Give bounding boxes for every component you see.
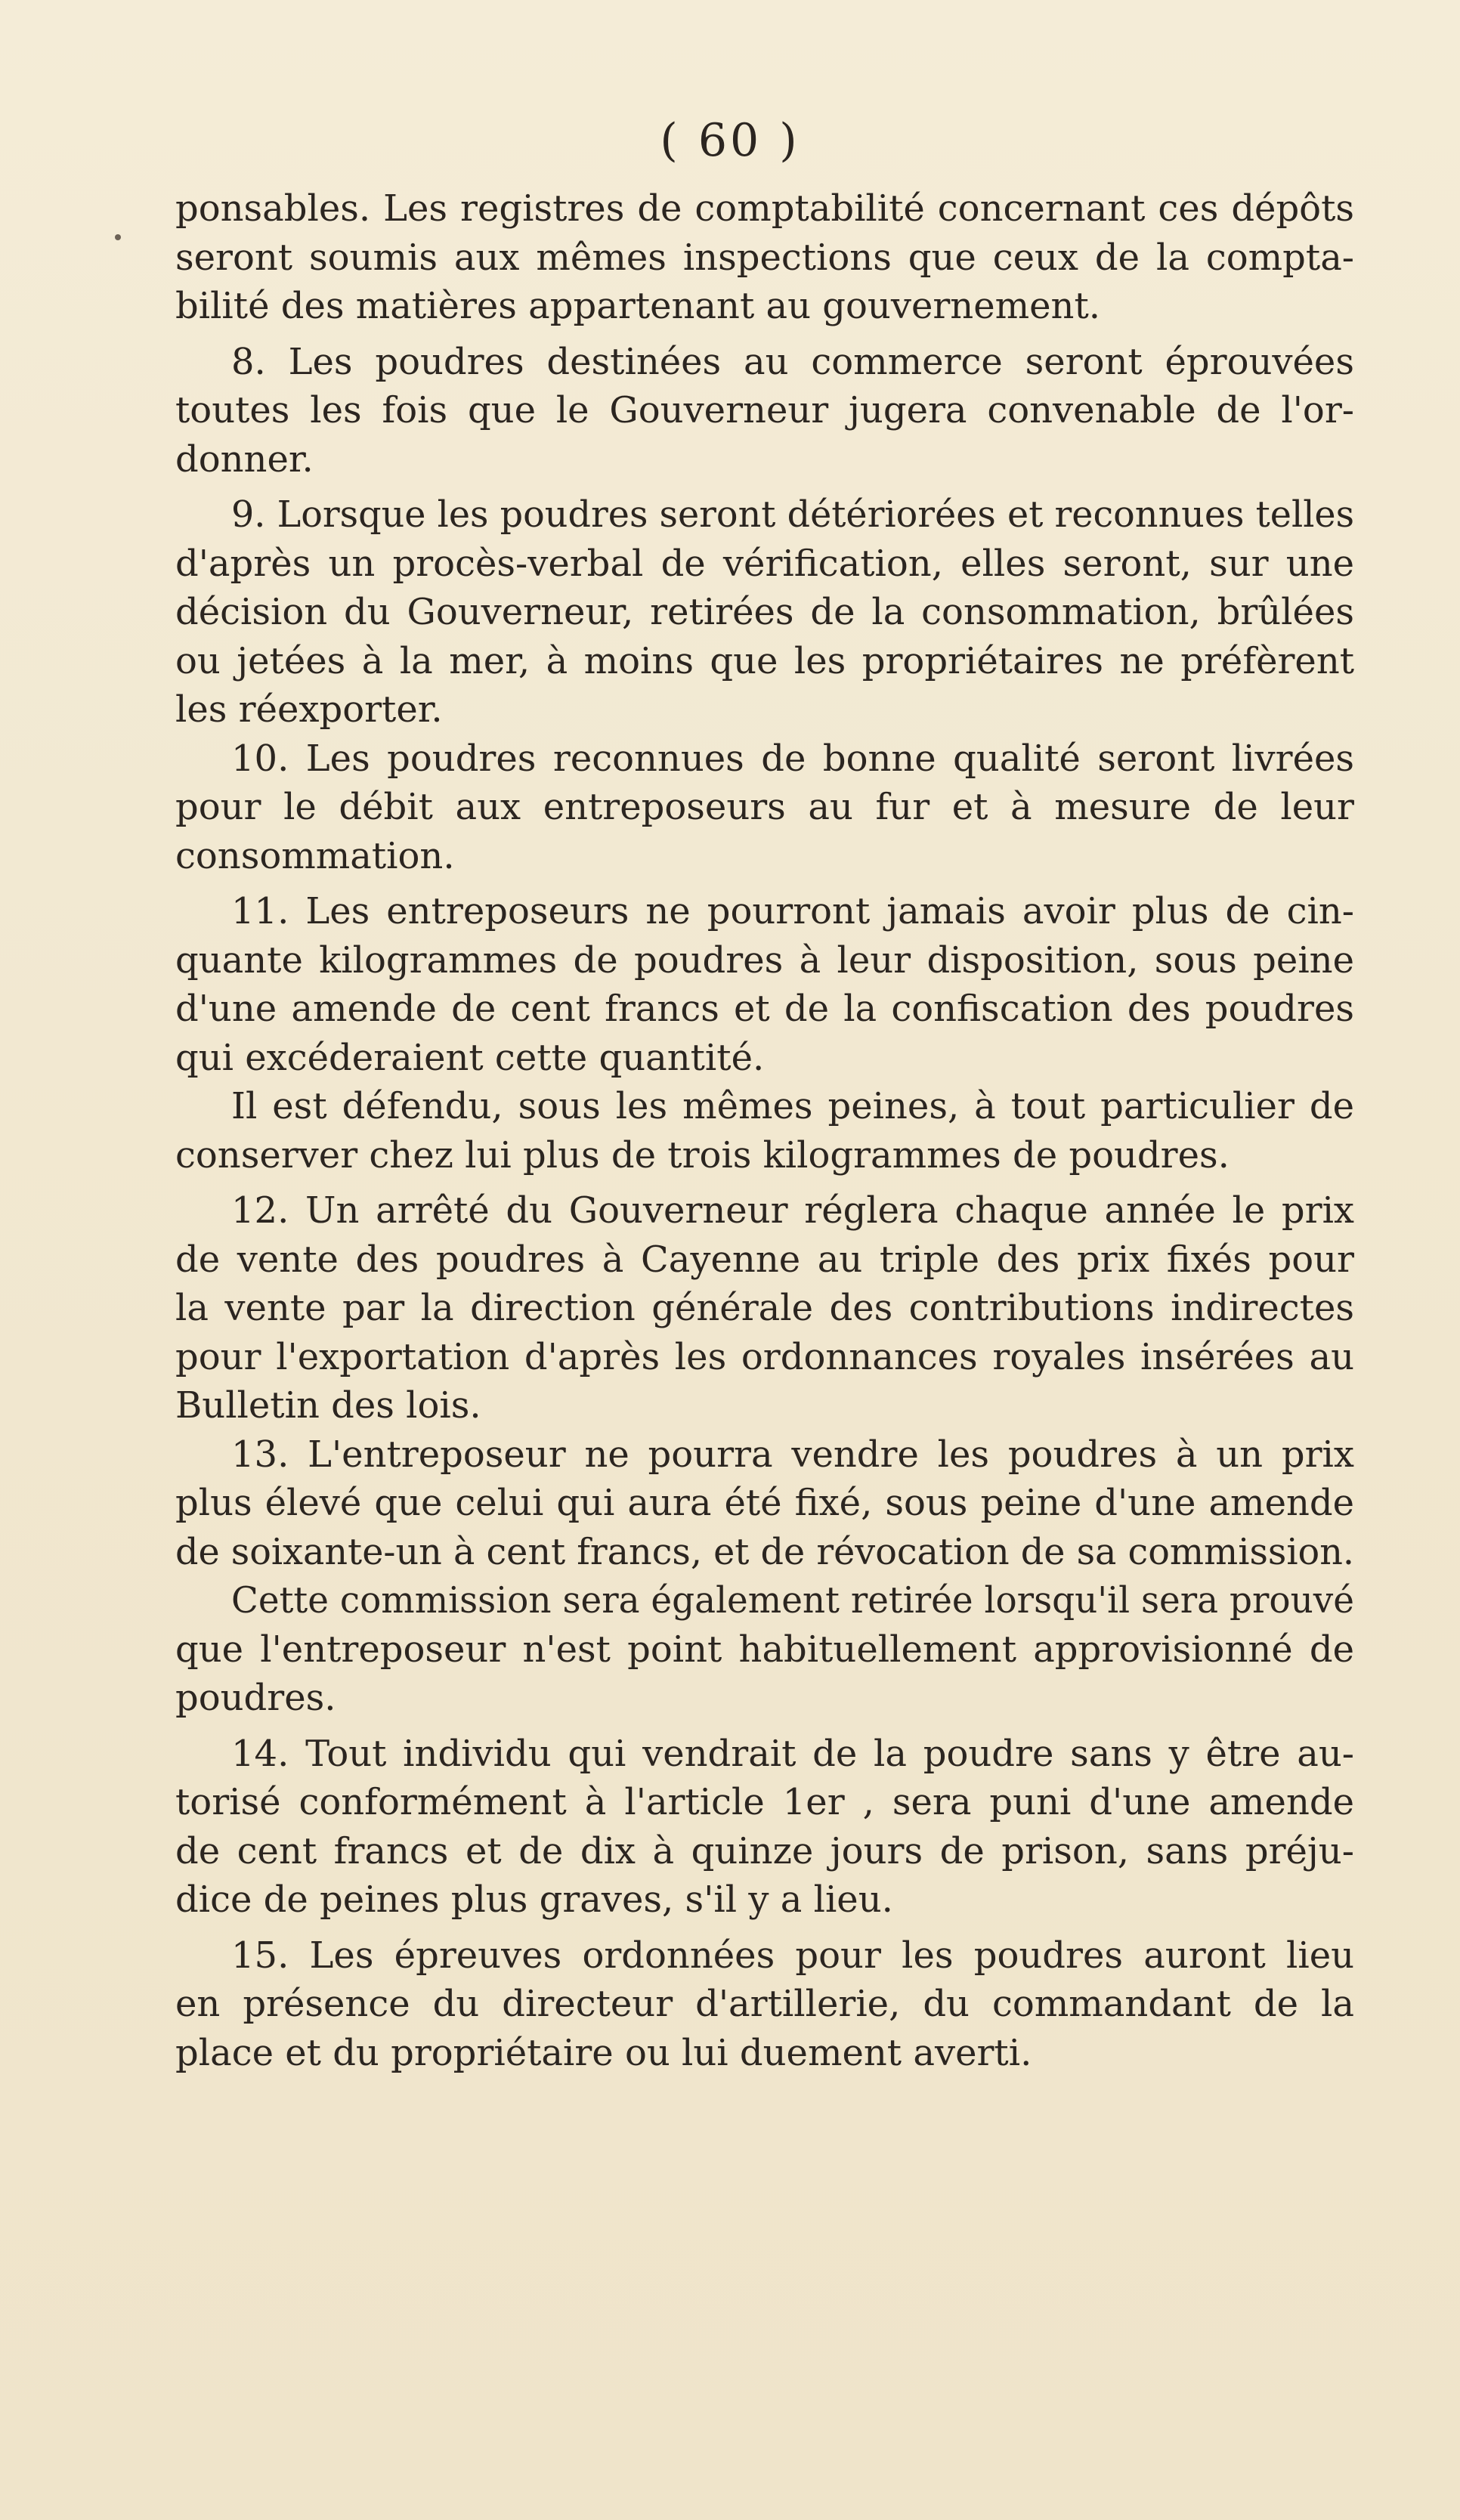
page-speck	[115, 234, 121, 240]
text-line: les réexporter.	[175, 688, 443, 731]
text-line: quante kilogrammes de poudres à leur disposition, sous peine	[175, 938, 1354, 982]
paragraph-gap	[175, 1723, 1354, 1730]
text-line: bilité des matières appartenant au gouvernement.	[175, 285, 1100, 327]
text-line: torisé conformément à l'article 1er , sera puni d'une amende	[175, 1781, 1354, 1823]
text-line: dice de peines plus graves, s'il y a lieu.	[175, 1878, 893, 1921]
text-line: d'une amende de cent francs et de la confiscation des poudres	[175, 988, 1355, 1030]
text-line: 14. Tout individu qui vendrait de la poudre sans y être au-	[231, 1732, 1354, 1775]
text-line: de vente des poudres à Cayenne au triple des prix fixés pour	[175, 1238, 1354, 1281]
text-line: en présence du directeur d'artillerie, du commandant de la	[175, 1983, 1354, 2025]
text-line: pour l'exportation d'après les ordonnances royales insérées au	[175, 1335, 1354, 1378]
text-line: conserver chez lui plus de trois kilogrammes de poudres.	[175, 1133, 1230, 1177]
text-line: 10. Les poudres reconnues de bonne qualité seront livrées	[231, 737, 1355, 780]
text-line: 8. Les poudres destinées au commerce seront éprouvées	[231, 340, 1354, 383]
text-line: consommation.	[175, 834, 455, 877]
page-number: ( 60 )	[660, 114, 800, 167]
text-line: Cette commission sera également retirée lorsqu'il sera prouvé	[231, 1579, 1354, 1622]
body-text	[175, 184, 1354, 2077]
paragraph-gap	[175, 484, 1354, 490]
text-line: décision du Gouverneur, retirées de la consommation, brûlées	[175, 591, 1354, 633]
text-line: donner.	[175, 438, 314, 481]
text-line: de soixante-un à cent francs, et de révocation de sa commission.	[175, 1530, 1355, 1573]
text-line: ou jetées à la mer, à moins que les propriétaires ne préfèrent	[175, 639, 1355, 682]
text-line: la vente par la direction générale des contributions indirectes	[175, 1287, 1355, 1329]
text-line: place et du propriétaire ou lui duement averti.	[175, 2031, 1032, 2074]
text-line: que l'entreposeur n'est point habituellement approvisionné de	[175, 1628, 1355, 1671]
text-line: d'après un procès-verbal de vérification, elles seront, sur une	[175, 542, 1355, 585]
text-line: seront soumis aux mêmes inspections que ceux de la compta-	[175, 236, 1355, 279]
text-line: 15. Les épreuves ordonnées pour les poudres auront lieu	[231, 1934, 1355, 1977]
text-line: Il est défendu, sous les mêmes peines, à tout particulier de	[231, 1085, 1354, 1127]
text-line: ponsables. Les registres de comptabilité concernant ces dépôts	[175, 187, 1354, 230]
text-line: toutes les fois que le Gouverneur jugera convenable de l'or-	[175, 389, 1354, 431]
text-line: plus élevé que celui qui aura été fixé, sous peine d'une amende	[175, 1482, 1355, 1524]
text-line: pour le débit aux entreposeurs au fur et à mesure de leur	[175, 786, 1354, 828]
text-line: de cent francs et de dix à quinze jours de prison, sans préju-	[175, 1829, 1354, 1872]
paragraph-gap	[175, 1180, 1354, 1186]
text-line: 9. Lorsque les poudres seront détériorées et reconnues telles	[231, 493, 1355, 536]
text-line: Bulletin des lois.	[175, 1384, 481, 1427]
paragraph-gap	[175, 331, 1354, 338]
text-line: 11. Les entreposeurs ne pourront jamais avoir plus de cin-	[231, 890, 1354, 932]
text-line: poudres.	[175, 1677, 336, 1719]
paragraph-gap	[175, 1925, 1354, 1931]
paragraph-gap	[175, 880, 1354, 887]
text-line: qui excéderaient cette quantité.	[175, 1036, 765, 1079]
text-line: 13. L'entreposeur ne pourra vendre les poudres à un prix	[231, 1433, 1354, 1476]
text-line: 12. Un arrêté du Gouverneur réglera chaque année le prix	[231, 1189, 1355, 1232]
